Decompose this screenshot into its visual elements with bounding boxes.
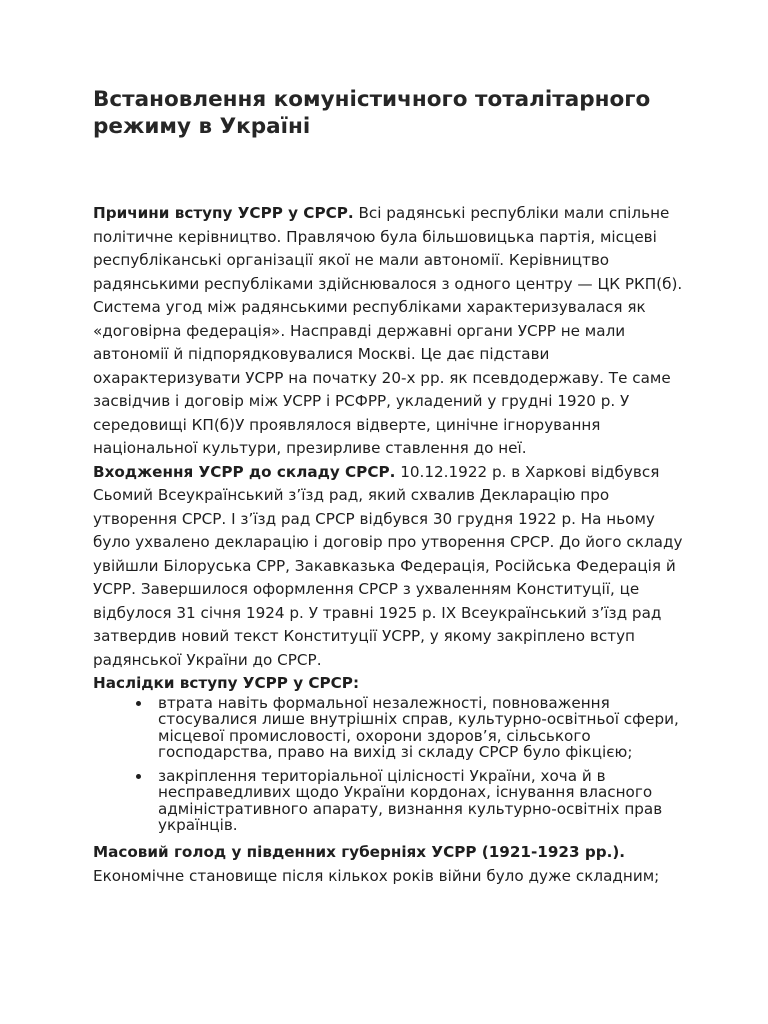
paragraph-famine xyxy=(93,841,683,888)
page-title: Встановлення комуністичного тоталітарного режиму в Україні xyxy=(93,87,651,139)
list-item: закріплення територіальної цілісності України, хоча й в несправедливих щодо України кордонах, існування власного адміністративного апарату, визнання культурно-освітніх прав українців. xyxy=(158,768,683,833)
paragraph-causes xyxy=(93,202,683,461)
text-causes: Всі радянські республіки мали спільне політичне керівництво. Правлячою була більшовицька партія, місцеві республіканські організації якої не мали автономії. Керівництво радянськими республіками здійснювалося з одного центру — ЦК РКП(б). Система угод між радянськими республіками характеризувалася як «договірна федерація». Насправді державні органи УСРР не мали автономії й підпорядковувалися Москві. Це дає підстави охарактеризувати УСРР на початку 20-х рр. як псевдодержаву. Те саме засвідчив і договір між УСРР і РСФРР, укладений у грудні 1920 р. У середовищі КП(б)У проявлялося відверте, цинічне ігнорування національної культури, презирливе ставлення до неї. xyxy=(93,204,683,457)
paragraph-joining xyxy=(93,461,683,673)
heading-joining: Входження УСРР до складу СРСР. xyxy=(93,462,396,481)
text-joining: 10.12.1922 р. в Харкові відбувся Сьомий Всеукраїнський з’їзд рад, який схвалив Декларацію про утворення СРСР. I з’їзд рад СРСР відбувся 30 грудня 1922 р. На ньому було ухвалено декларацію і договір про утворення СРСР. До його складу увійшли Білоруська СРР, Закавказька Федерація, Російська Федерація й УСРР. Завершилося оформлення СРСР з ухваленням Конституції, це відбулося 31 січня 1924 р. У травні 1925 р. IX Всеукраїнський з’їзд рад затвердив новий текст Конституції УСРР, у якому закріплено вступ радянської України до СРСР. xyxy=(93,462,683,669)
heading-consequences: Наслідки вступу УСРР у СРСР: xyxy=(93,674,360,692)
text-famine: Економічне становище після кількох років війни було дуже складним; xyxy=(93,866,660,885)
document-body xyxy=(93,202,683,888)
list-item: втрата навіть формальної незалежності, повноваження стосувалися лише внутрішніх справ, культурно-освітньої сфери, місцевої промисловості, охорони здоров’я, сільського господарства, право на вихід зі складу СРСР було фікцією; xyxy=(158,695,683,760)
heading-famine: Масовий голод у південних губерніях УСРР (1921-1923 рр.). xyxy=(93,843,626,862)
heading-causes: Причини вступу УСРР у СРСР. xyxy=(93,204,354,222)
consequences-list xyxy=(93,695,683,833)
